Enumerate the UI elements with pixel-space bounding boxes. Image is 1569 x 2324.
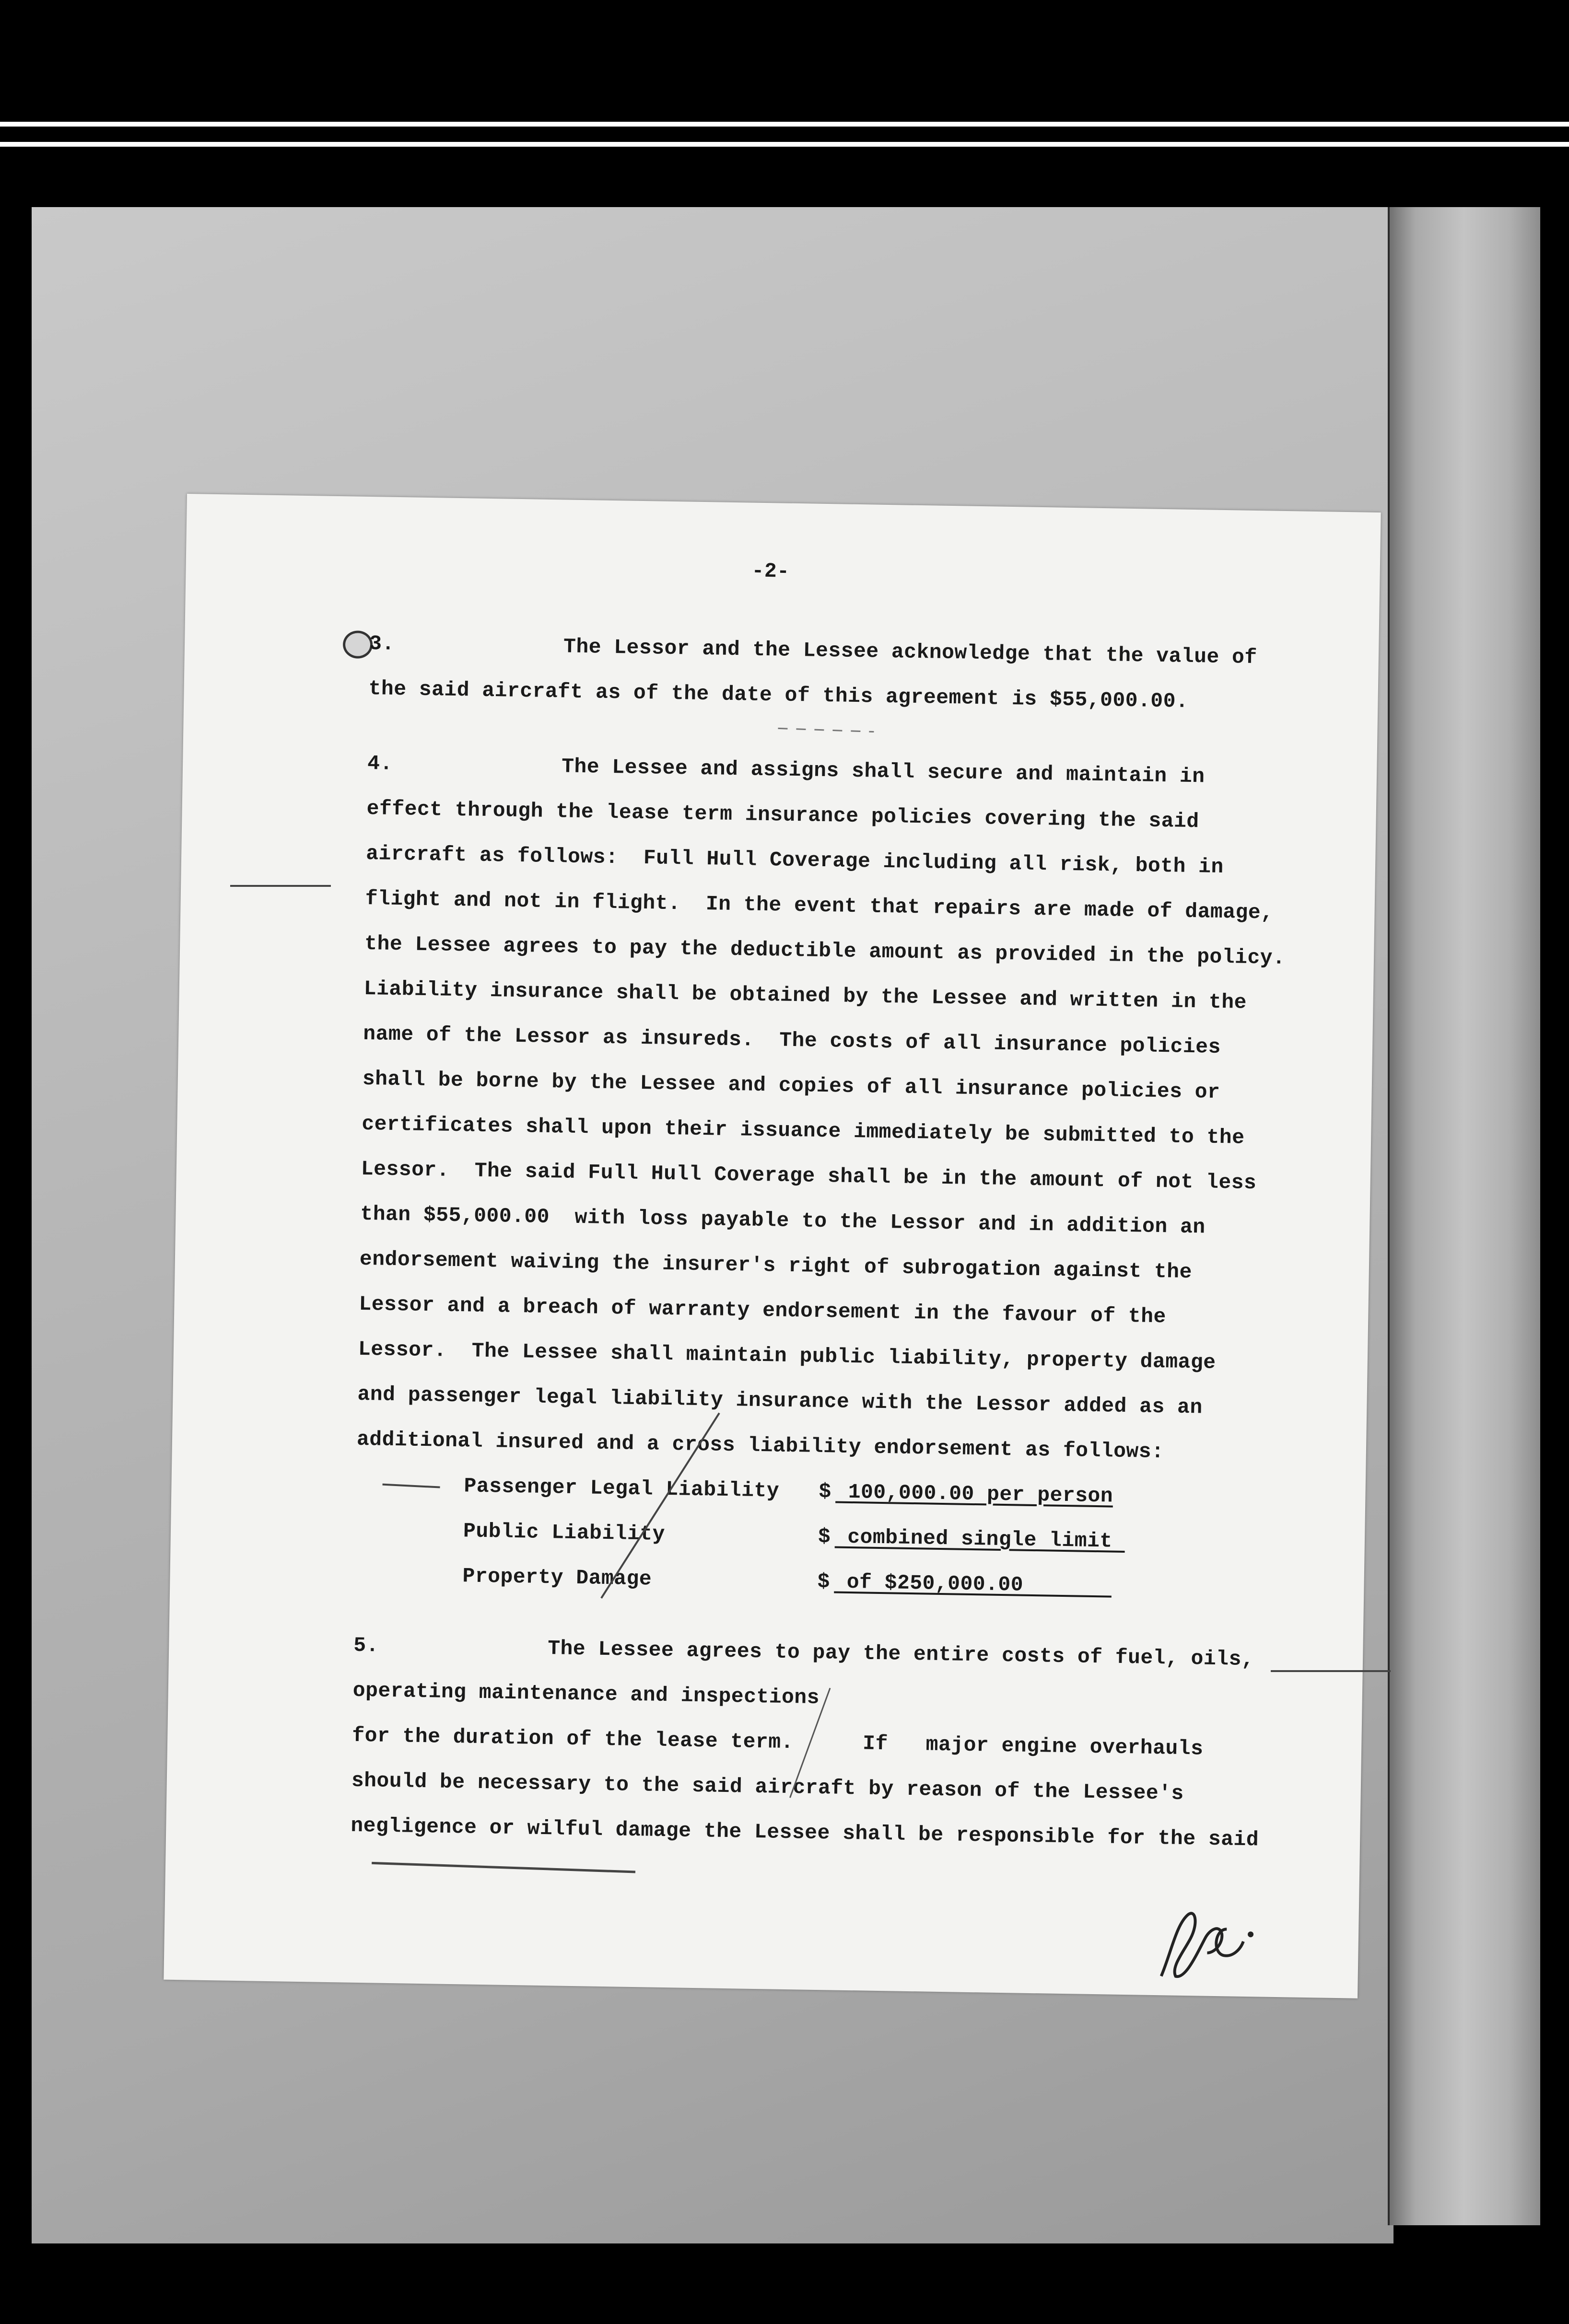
paragraph-5-line-4: should be necessary to the said aircraft by reason of the Lessee's — [351, 1768, 1184, 1805]
coverage-currency: $ — [817, 1569, 831, 1594]
coverage-value: combined single limit — [834, 1525, 1125, 1553]
paragraph-4-line-7: name of the Lessor as insureds. The costs of all insurance policies — [363, 1022, 1221, 1059]
paragraph-3-line-2: the said aircraft as of the date of this agreement is $55,000.00. — [368, 677, 1189, 713]
paragraph-5-number: 5. — [353, 1633, 379, 1658]
paragraph-5-line-3a: for the duration of the lease term. — [351, 1723, 794, 1755]
paragraph-4-line-12: endorsement waiving the insurer's right of subrogation against the — [359, 1247, 1193, 1284]
paragraph-5-line-3b: If major engine overhauls — [862, 1731, 1204, 1761]
coverage-value: of $250,000.00 — [834, 1570, 1112, 1598]
side-strip — [1388, 207, 1540, 2225]
initials-signature — [1142, 1894, 1268, 1992]
coverage-label: Public Liability — [463, 1519, 666, 1546]
paragraph-4-line-3: aircraft as follows: Full Hull Coverage including all risk, both in — [365, 841, 1224, 879]
paragraph-4-line-5: the Lessee agrees to pay the deductible amount as provided in the policy. — [364, 931, 1286, 970]
paragraph-4-line-1: The Lessee and assigns shall secure and maintain in — [561, 755, 1205, 789]
film-border-line — [0, 122, 1569, 127]
paragraph-4-line-6: Liability insurance shall be obtained by the Lessee and written in the — [363, 976, 1247, 1014]
paragraph-4-line-9: certificates shall upon their issuance immediately be submitted to the — [362, 1112, 1245, 1150]
paragraph-4-number: 4. — [367, 751, 393, 776]
margin-dash — [230, 885, 331, 887]
margin-dash — [1271, 1670, 1391, 1672]
film-border-line — [0, 142, 1569, 147]
paragraph-5-line-2: operating maintenance and inspections — [352, 1678, 820, 1710]
paragraph-4-line-16: additional insured and a cross liability endorsement as follows: — [356, 1427, 1164, 1464]
paragraph-4-line-15: and passenger legal liability insurance with the Lessor added as an — [357, 1382, 1203, 1419]
paragraph-4-line-4: flight and not in flight. In the event that repairs are made of damage, — [365, 886, 1274, 925]
paragraph-3-line-1: The Lessor and the Lessee acknowledge that the value of — [563, 635, 1258, 670]
pencil-marks — [164, 494, 1381, 1999]
paragraph-5-line-5: negligence or wilful damage the Lessee shall be responsible for the said — [351, 1813, 1259, 1852]
coverage-label: Passenger Legal Liability — [464, 1474, 780, 1503]
page-number: -2- — [751, 559, 790, 583]
paragraph-3-number: 3. — [369, 632, 395, 656]
coverage-currency: $ — [818, 1524, 831, 1549]
document-page — [164, 494, 1381, 1999]
coverage-label: Property Damage — [462, 1564, 652, 1591]
paragraph-4-line-2: effect through the lease term insurance policies covering the said — [366, 796, 1199, 834]
paragraph-4-line-11: than $55,000.00 with loss payable to the Lessor and in addition an — [360, 1202, 1206, 1239]
paragraph-4-line-14: Lessor. The Lessee shall maintain public liability, property damage — [358, 1337, 1216, 1374]
paragraph-5-line-1: The Lessee agrees to pay the entire costs of fuel, oils, — [547, 1637, 1254, 1672]
paragraph-4-line-8: shall be borne by the Lessee and copies of all insurance policies or — [362, 1067, 1220, 1104]
paragraph-4-line-13: Lessor and a breach of warranty endorsement in the favour of the — [359, 1292, 1167, 1329]
paragraph-4-line-10: Lessor. The said Full Hull Coverage shall be in the amount of not less — [361, 1157, 1257, 1195]
coverage-currency: $ — [819, 1479, 832, 1504]
coverage-value: 100,000.00 per person — [835, 1480, 1113, 1508]
